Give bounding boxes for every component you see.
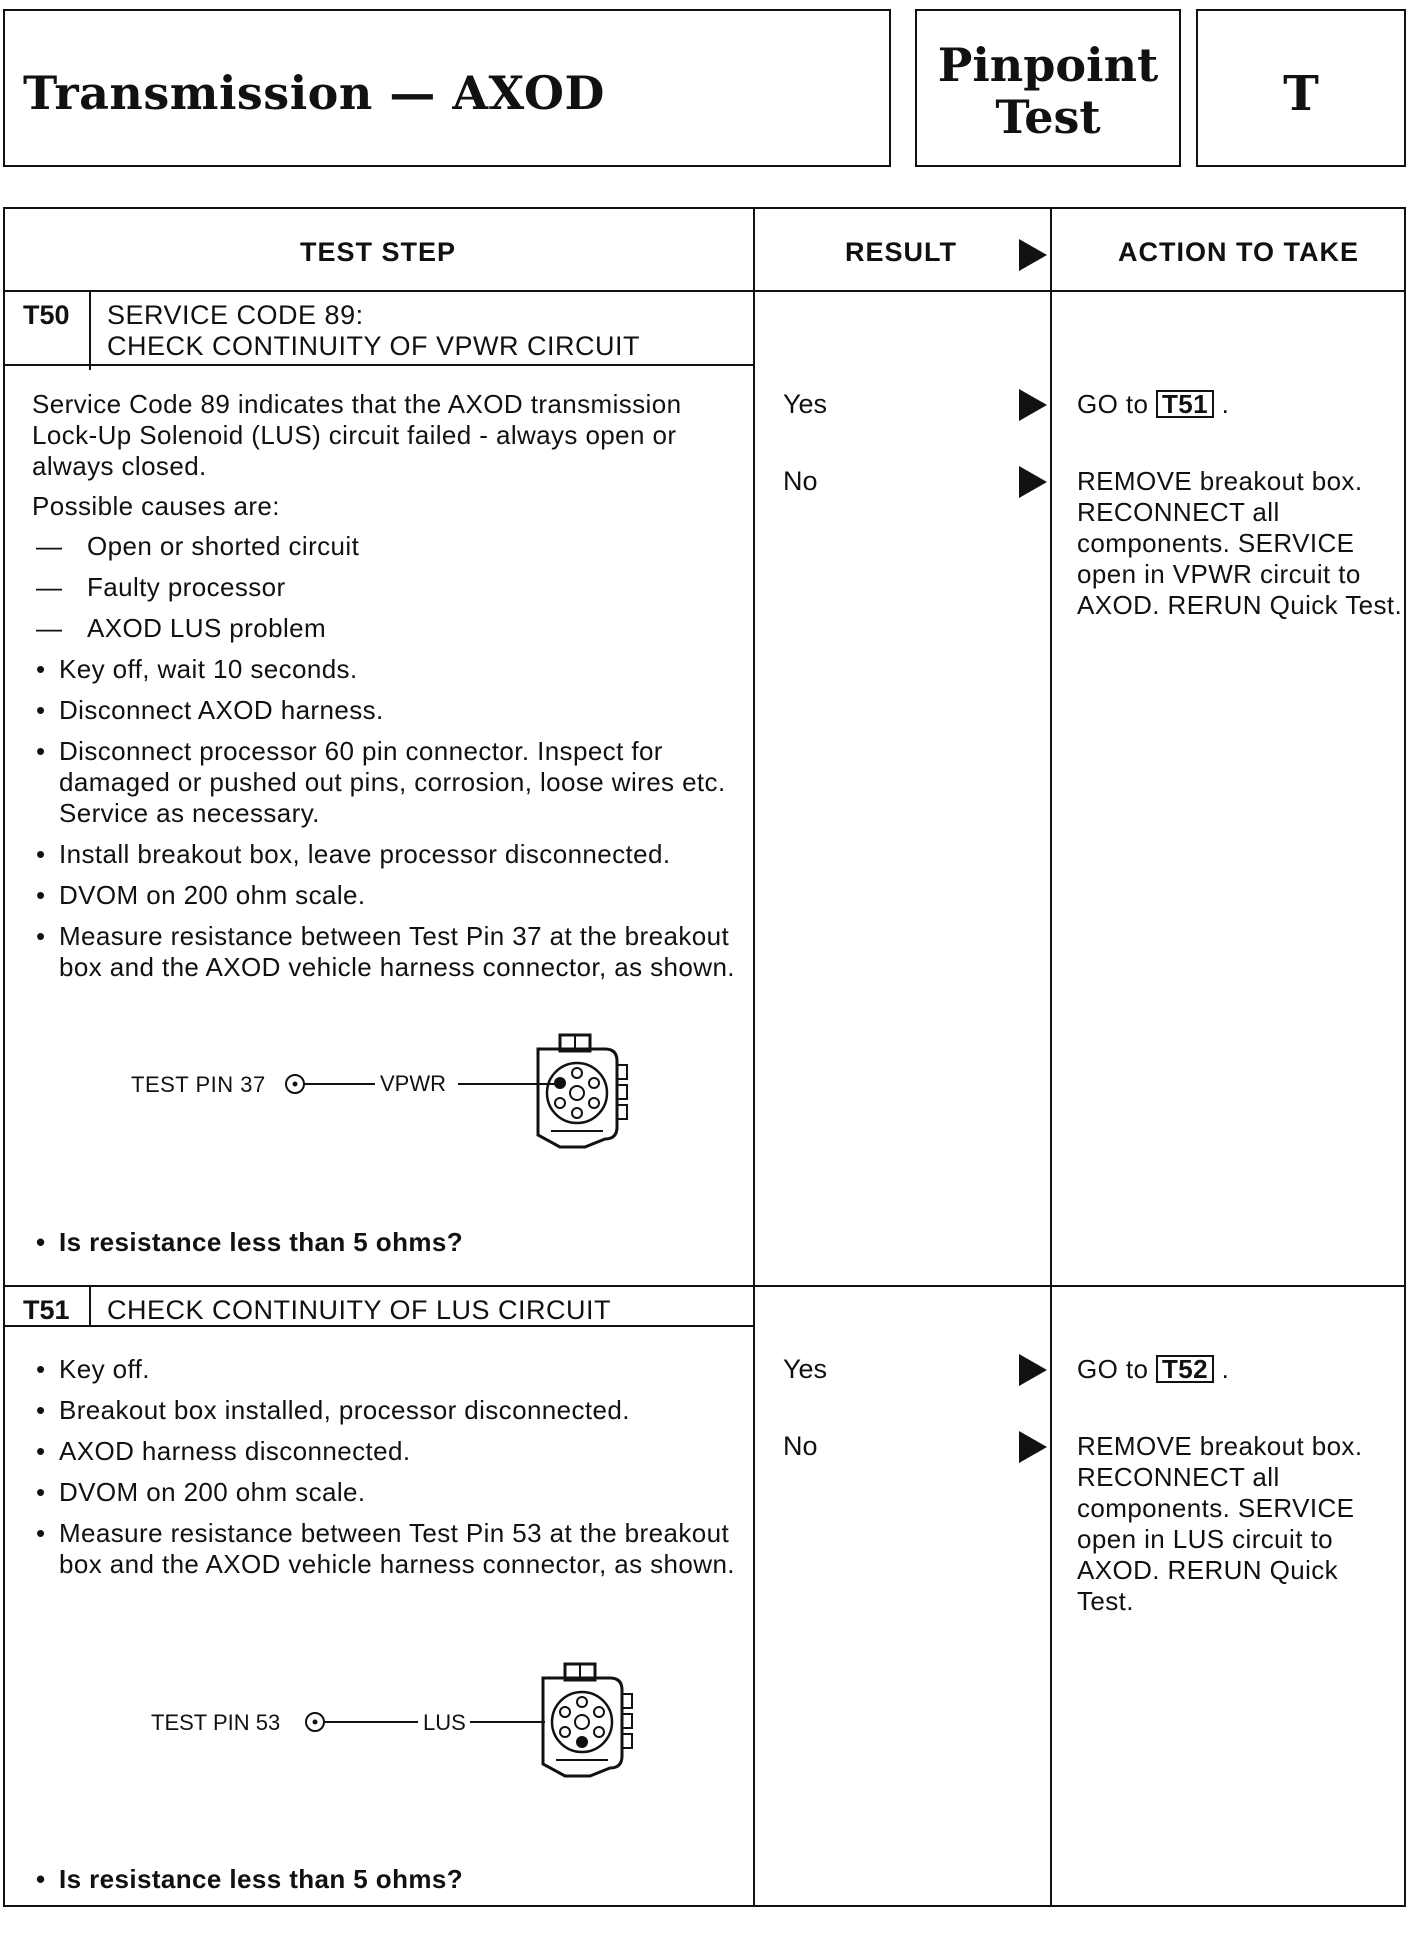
action-no: REMOVE breakout box. RECONNECT all components. SERVICE open in VPWR circuit to AXOD. RERUN Quick Test. (1077, 466, 1403, 620)
test-type-box (915, 9, 1181, 167)
step-title: CHECK CONTINUITY OF LUS CIRCUIT (107, 1295, 612, 1325)
action-no: REMOVE breakout box. RECONNECT all components. SERVICE open in LUS circuit to AXOD. RERUN Quick Test. (1077, 1431, 1363, 1616)
result-arrow-icon (1019, 389, 1047, 421)
list-item: • AXOD harness disconnected. (36, 1436, 411, 1466)
connector-diagram (105, 1027, 665, 1167)
step-id-divider (89, 1285, 91, 1325)
list-item: • Breakout box installed, processor disconnected. (36, 1395, 630, 1425)
list-item: • Key off. (36, 1354, 150, 1384)
step-divider (5, 1285, 1404, 1287)
step-id: T51 (23, 1295, 70, 1325)
step-body (32, 389, 737, 983)
result-yes: Yes (783, 389, 828, 419)
page-title: Transmission — AXOD (23, 66, 605, 120)
intro-text: Service Code 89 indicates that the AXOD transmission Lock-Up Solenoid (LUS) circuit failed - always open or always closed. (32, 389, 682, 481)
list-item: • Measure resistance between Test Pin 53 at the breakout box and the AXOD vehicle harness connector, as shown. (36, 1518, 735, 1579)
test-type-label (917, 39, 1179, 143)
diagram-pin-label: TEST PIN 37 (131, 1072, 266, 1097)
list-item: • Disconnect processor 60 pin connector. Inspect for damaged or pushed out pins, corrosion, loose wires etc. Service as necessary. (36, 736, 726, 828)
test-type-line2: Test (995, 90, 1101, 144)
list-item: • Key off, wait 10 seconds. (36, 654, 358, 684)
column-header-action: ACTION TO TAKE (1118, 237, 1359, 267)
step-question: • Is resistance less than 5 ohms? (36, 1227, 464, 1257)
step-question: • Is resistance less than 5 ohms? (36, 1864, 464, 1894)
cause-item: — Faulty processor (36, 572, 286, 602)
step-reference[interactable]: T52 (1156, 1355, 1214, 1383)
header-arrow-icon (1019, 239, 1047, 271)
connector-diagram (125, 1656, 685, 1796)
step-title-divider (5, 1325, 753, 1327)
list-item: • Disconnect AXOD harness. (36, 695, 384, 725)
diagram-wire-label: VPWR (380, 1071, 446, 1096)
harness-connector-icon (538, 1035, 627, 1147)
causes-label: Possible causes are: (32, 491, 280, 521)
step-title-divider (5, 364, 753, 366)
step-id: T50 (23, 300, 70, 330)
result-no: No (783, 466, 818, 496)
title-box (3, 9, 891, 167)
step-body (32, 1354, 737, 1580)
list-item: • Measure resistance between Test Pin 37 at the breakout box and the AXOD vehicle harness connector, as shown. (36, 921, 735, 982)
step-title (107, 300, 640, 362)
result-yes: Yes (783, 1354, 828, 1384)
list-item: • DVOM on 200 ohm scale. (36, 880, 366, 910)
result-arrow-icon (1019, 1354, 1047, 1386)
section-letter-box (1196, 9, 1406, 167)
column-divider-action (1050, 209, 1052, 1905)
column-divider-result (753, 209, 755, 1905)
header-divider (5, 290, 1404, 292)
list-item: • Install breakout box, leave processor disconnected. (36, 839, 671, 869)
action-yes: GO to T51 . (1077, 389, 1230, 419)
result-arrow-icon (1019, 466, 1047, 498)
action-yes: GO to T52 . (1077, 1354, 1230, 1384)
cause-item: — Open or shorted circuit (36, 531, 360, 561)
column-header-test-step: TEST STEP (300, 237, 457, 267)
diagram-wire-label: LUS (423, 1710, 466, 1735)
diagram-pin-label: TEST PIN 53 (151, 1710, 281, 1735)
list-item: • DVOM on 200 ohm scale. (36, 1477, 366, 1507)
section-letter: T (1283, 66, 1319, 122)
cause-item: — AXOD LUS problem (36, 613, 327, 643)
step-id-divider (89, 290, 91, 370)
step-title-line2: CHECK CONTINUITY OF VPWR CIRCUIT (107, 331, 641, 361)
result-no: No (783, 1431, 818, 1461)
column-header-result: RESULT (845, 237, 957, 267)
step-title-line1: SERVICE CODE 89: (107, 300, 364, 330)
test-type-line1: Pinpoint (937, 38, 1159, 92)
step-reference[interactable]: T51 (1156, 390, 1214, 418)
harness-connector-icon (543, 1664, 632, 1776)
pinpoint-test-table (3, 207, 1406, 1907)
result-arrow-icon (1019, 1431, 1047, 1463)
